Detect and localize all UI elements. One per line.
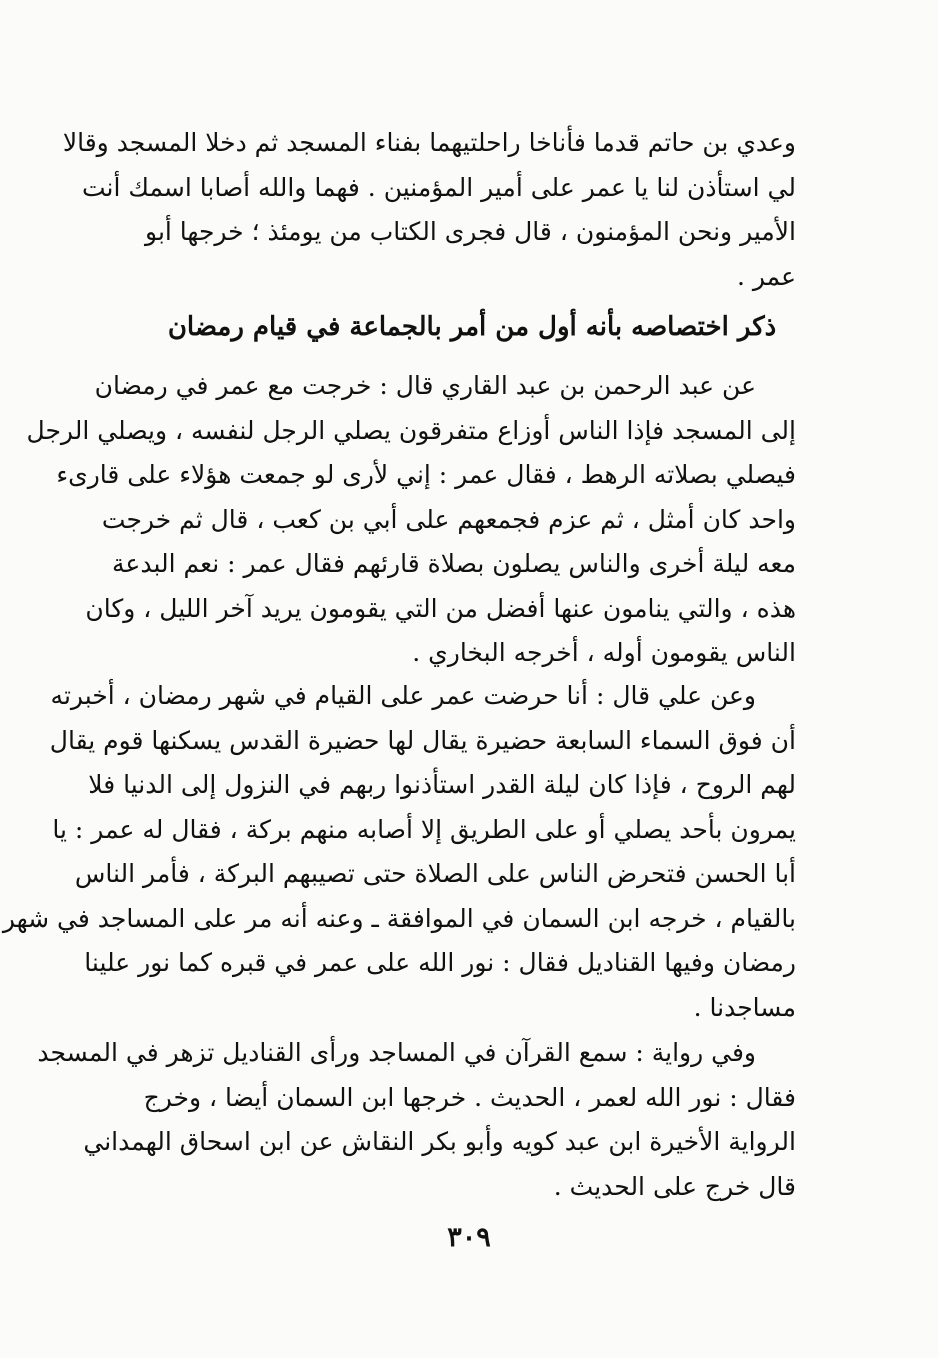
text-line: يمرون بأحد يصلي أو على الطريق إلا أصابه منهم بركة ، فقال له عمر : يا	[52, 814, 796, 844]
text-line: معه ليلة أخرى والناس يصلون بصلاة قارئهم فقال عمر : نعم البدعة	[112, 549, 796, 578]
text-line: قال خرج على الحديث .	[553, 1171, 796, 1201]
section-heading: ذكر اختصاصه بأنه أول من أمر بالجماعة في قيام رمضان	[167, 312, 777, 342]
paragraph-1	[62, 121, 796, 299]
text-line: الرواية الأخيرة ابن عبد كويه وأبو بكر النقاش عن ابن اسحاق الهمداني	[83, 1127, 796, 1156]
text-line: عن عبد الرحمن بن عبد القاري قال : خرجت مع عمر في رمضان	[94, 371, 756, 400]
paragraph-3	[2, 674, 796, 1030]
text-line: بالقيام ، خرجه ابن السمان في الموافقة ـ وعنه أنه مر على المساجد في شهر	[2, 903, 796, 933]
text-line: عمر .	[736, 261, 796, 291]
text-line: فقال : نور الله لعمر ، الحديث . خرجها ابن السمان أيضا ، وخرج	[143, 1082, 796, 1112]
text-line: وفي رواية : سمع القرآن في المساجد ورأى القناديل تزهر في المسجد	[37, 1038, 756, 1067]
text-line: رمضان وفيها القناديل فقال : نور الله على عمر في قبره كما نور علينا	[84, 948, 796, 977]
text-line: واحد كان أمثل ، ثم عزم فجمعهم على أبي بن كعب ، قال ثم خرجت	[101, 504, 796, 534]
text-line: الناس يقومون أوله ، أخرجه البخاري .	[412, 638, 796, 667]
text-line: وعدي بن حاتم قدما فأناخا راحلتيهما بفناء المسجد ثم دخلا المسجد وقالا	[62, 128, 796, 157]
text-line: لي استأذن لنا يا عمر على أمير المؤمنين . فهما والله أصابا اسمك أنت	[81, 172, 796, 202]
text-line: أبا الحسن فتحرض الناس على الصلاة حتى تصيبهم البركة ، فأمر الناس	[74, 859, 796, 888]
text-line: هذه ، والتي ينامون عنها أفضل من التي يقومون يريد آخر الليل ، وكان	[85, 593, 796, 623]
text-line: مساجدنا .	[693, 992, 796, 1022]
text-line: الأمير ونحن المؤمنون ، قال فجرى الكتاب من يومئذ ؛ خرجها أبو	[145, 217, 796, 246]
text-line: وعن علي قال : أنا حرضت عمر على القيام في شهر رمضان ، أخبرته	[50, 681, 756, 710]
page-number: ٣٠٩	[447, 1222, 491, 1253]
paragraph-2	[26, 364, 796, 676]
text-line: فيصلي بصلاته الرهط ، فقال عمر : إني لأرى لو جمعت هؤلاء على قارىء	[56, 460, 796, 489]
text-line: إلى المسجد فإذا الناس أوزاع متفرقون يصلي الرجل لنفسه ، ويصلي الرجل	[26, 415, 796, 445]
text-line: لهم الروح ، فإذا كان ليلة القدر استأذنوا ربهم في النزول إلى الدنيا فلا	[88, 770, 796, 799]
paragraph-4	[37, 1031, 796, 1209]
text-line: أن فوق السماء السابعة حضيرة يقال لها حضيرة القدس يسكنها قوم يقال	[49, 725, 796, 755]
